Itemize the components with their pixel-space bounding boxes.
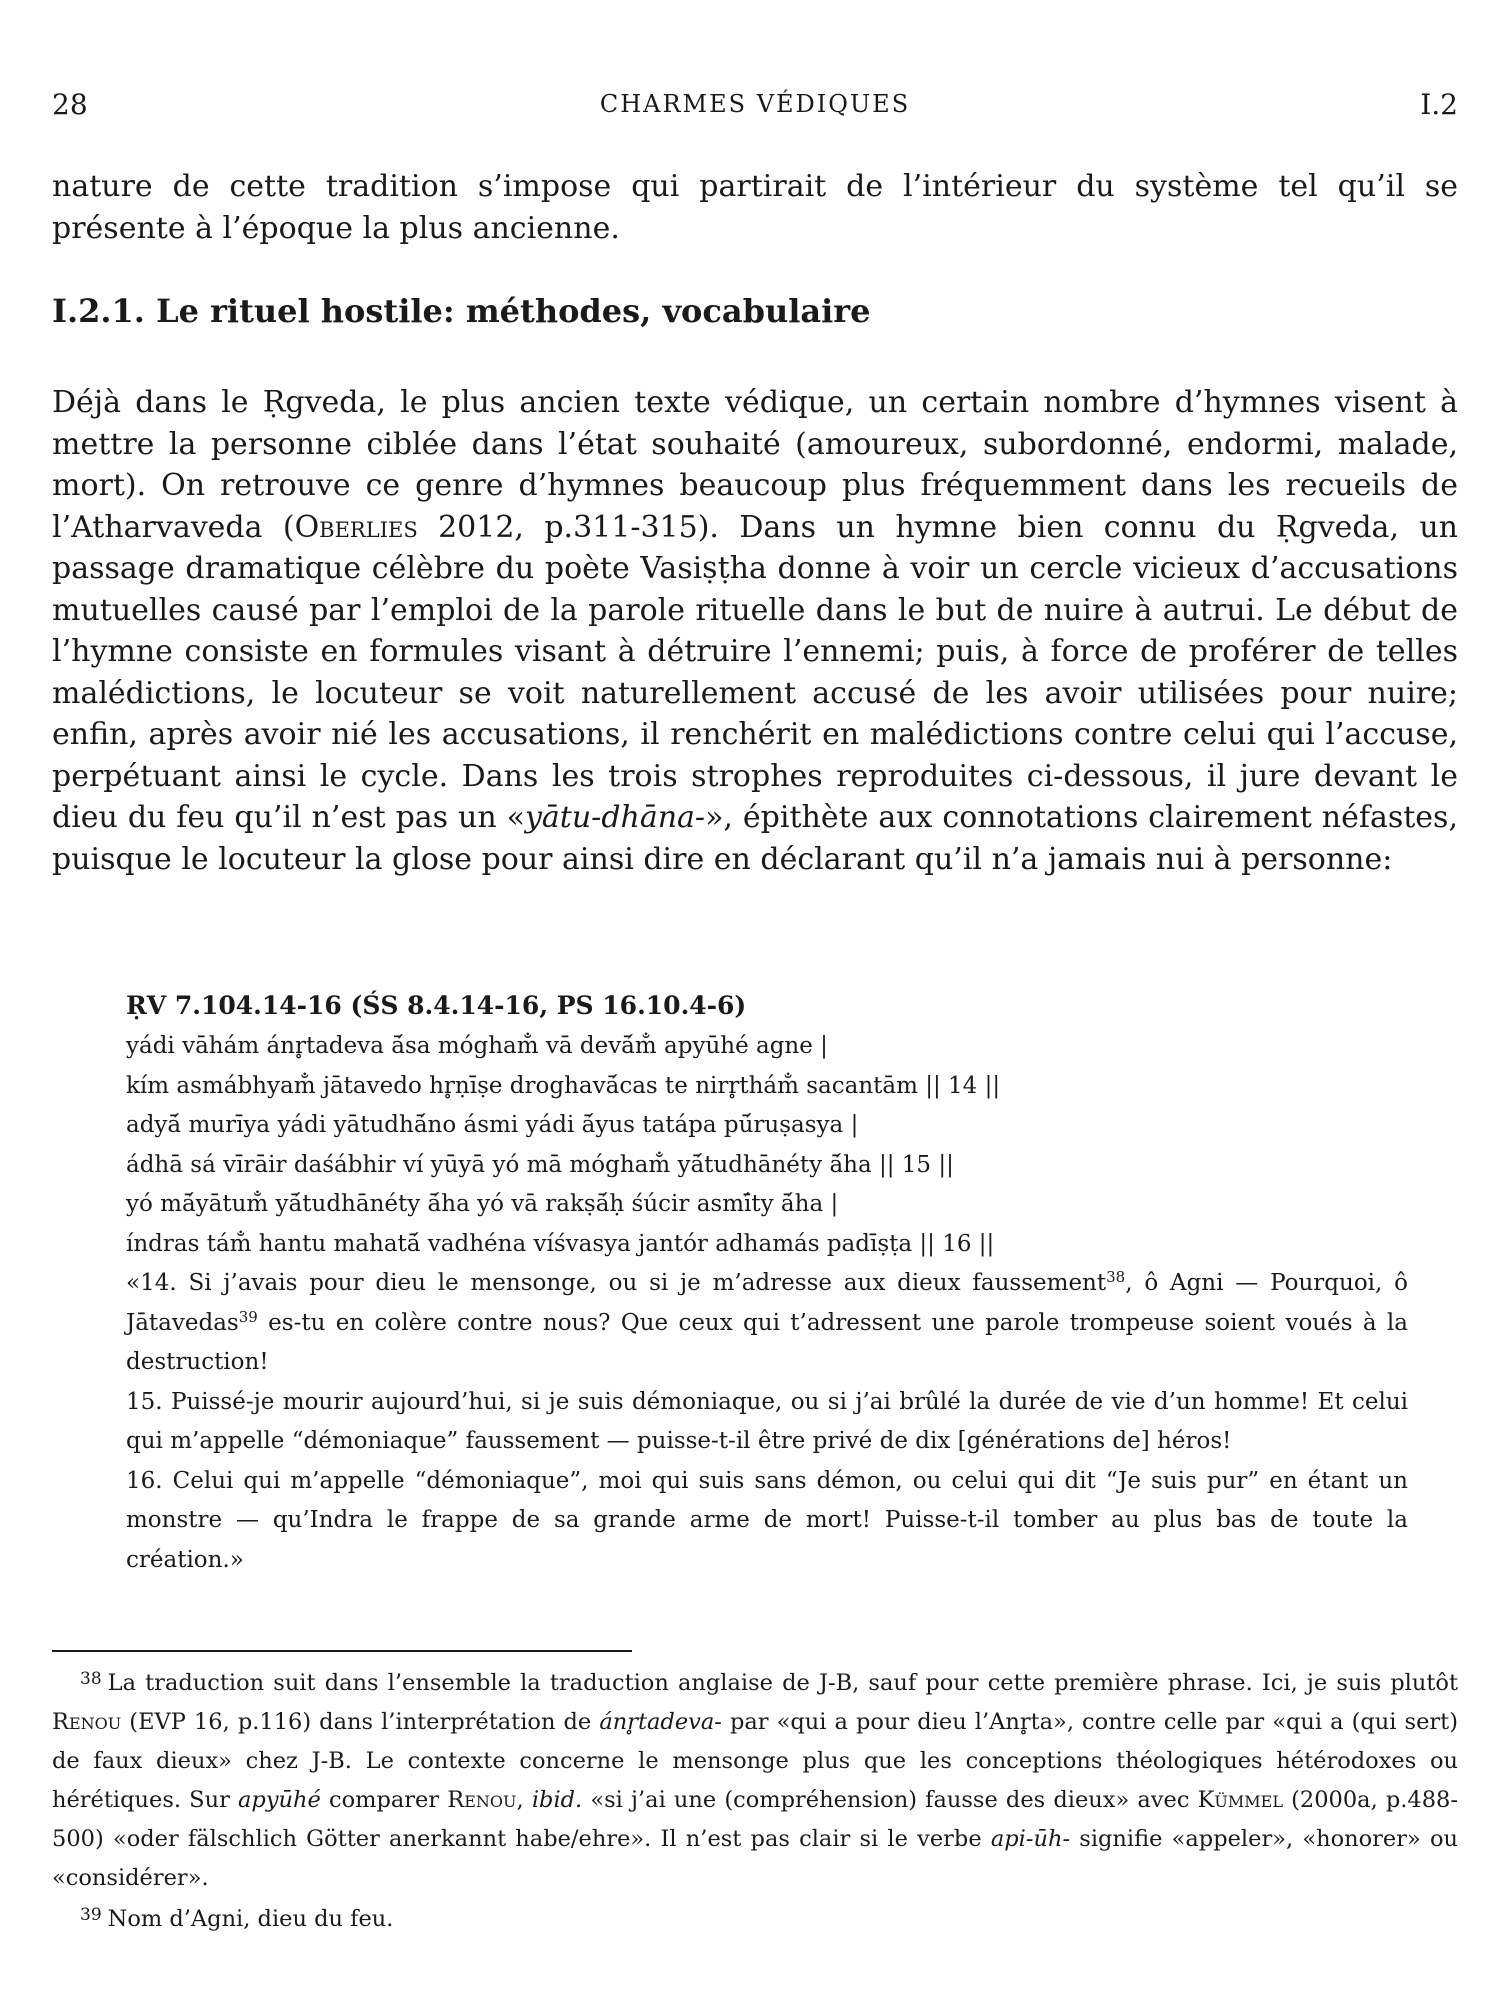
term-yatudhana: yātu-dhāna- xyxy=(524,800,706,835)
footnote-ref-39[interactable]: 39 xyxy=(238,1307,258,1326)
term-anrtadeva: ánr̥tadeva- xyxy=(599,1709,722,1735)
author-oberlies: Oberlies xyxy=(294,509,418,545)
main-paragraph-text-3: », épithète aux connotations clairement néfastes, puisque le locuteur la glose pour ainsi dire en déclarant qu’il n’a jamais nui à personne: xyxy=(52,800,1458,877)
verse-line: yó mā́yātum̐ yā́tudhānéty ā́ha yó vā rakṣā́ḥ śúcir asmī́ty ā́ha | xyxy=(126,1191,839,1217)
author-renou: Renou xyxy=(52,1709,122,1735)
running-header xyxy=(52,88,1458,128)
footnote-text: (EVP 16, p.116) dans l’interprétation de xyxy=(121,1709,600,1735)
footnote-ref-38[interactable]: 38 xyxy=(1106,1268,1126,1286)
footnote-text: , xyxy=(516,1787,532,1813)
footnote-number: 38 xyxy=(80,1669,102,1689)
author-renou: Renou xyxy=(447,1787,517,1813)
ibid: ibid. xyxy=(531,1787,583,1813)
main-paragraph-text-2: 2012, p.311-315). Dans un hymne bien connu du Ṛgveda, un passage dramatique célèbre du poète Vasiṣṭha donne à voir un cercle vicieux d’accusations mutuelles causé par l’emploi de la parole rituelle dans le but de nuire à autrui. Le début de l’hymne consiste en formules visant à détruire l’ennemi; puis, à force de proférer de telles malédictions, le locuteur se voit naturellement accusé de les avoir utilisées pour nuire; enfin, après avoir nié les accusations, il renchérit en malédictions contre celui qui l’accuse, perpétuant ainsi le cycle. Dans les trois strophes reproduites ci-dessous, il jure devant le dieu du feu qu’il n’est pas un « xyxy=(52,509,1458,835)
verse-reference: ṚV 7.104.14-16 (ŚS 8.4.14-16, PS 16.10.4-6) xyxy=(126,991,747,1020)
footnote-text: signifie «appeler», «honorer» ou «considérer». xyxy=(52,1826,1458,1891)
section-heading: I.2.1. Le rituel hostile: méthodes, vocabulaire xyxy=(52,292,871,330)
main-paragraph-text-1: Déjà dans le Ṛgveda, le plus ancien texte védique, un certain nombre d’hymnes visent à mettre la personne ciblée dans l’état souhaité (amoureux, subordonné, endormi, malade, mort). On retrouve ce genre d’hymnes beaucoup plus fréquemment dans les recueils de l’Atharvaveda ( xyxy=(52,385,1458,545)
page-number: 28 xyxy=(52,88,88,121)
footnote-text: comparer xyxy=(320,1787,448,1813)
verse-line: ádhā sá vīrāir daśábhir ví yūyā yó mā mógham̐ yā́tudhānéty ā́ha || 15 || xyxy=(126,1151,954,1178)
verse-block xyxy=(126,985,1408,1580)
footnote-number: 39 xyxy=(80,1905,102,1925)
verse-line: adyā́ murīya yádi yātudhā́no ásmi yádi ā́yus tatápa pū́ruṣasya | xyxy=(126,1112,859,1138)
translation-16: 16. Celui qui m’appelle “démoniaque”, moi qui suis sans démon, ou celui qui dit “Je suis pur” en étant un monstre — qu’Indra le frappe de sa grande arme de mort! Puisse-t-il tomber au plus bas de toute la création.» xyxy=(126,1467,1408,1573)
intro-paragraph: nature de cette tradition s’impose qui partirait de l’intérieur du système tel qu’il se présente à l’époque la plus ancienne. xyxy=(52,169,1458,246)
footnotes xyxy=(52,1664,1458,1939)
verse-line: índras tám̐ hantu mahatā́ vadhéna víśvasya jantór adhamás padīṣṭa || 16 || xyxy=(126,1230,995,1257)
term-apyuhe: apyūhé xyxy=(238,1787,321,1813)
footnote-text: (2000a, p.488-500) «oder fälschlich Götter anerkannt habe/ehre». Il n’est pas clair si le verbe xyxy=(52,1787,1458,1852)
footnote-divider xyxy=(52,1650,632,1652)
translation-14-part: «14. Si j’avais pour dieu le mensonge, ou si je m’adresse aux dieux faussement xyxy=(126,1270,1107,1296)
verse-line: yádi vāhám ánr̥tadeva ā́sa mógham̐ vā devā́m̐ apyūhé agne | xyxy=(126,1033,828,1059)
footnote-text: Nom d’Agni, dieu du feu. xyxy=(107,1906,394,1932)
footnote-39 xyxy=(52,1900,1458,1939)
footnote-text: par «qui a pour dieu l’Anr̥ta», contre celle par «qui a (qui sert) de faux dieux» chez J-B. Le contexte concerne le mensonge plus que les conceptions théologiques hétérodoxes ou hérétiques. Sur xyxy=(52,1709,1458,1813)
footnote-text: La traduction suit dans l’ensemble la traduction anglaise de J-B, sauf pour cette première phrase. Ici, je suis plutôt xyxy=(107,1670,1458,1696)
section-marker: I.2 xyxy=(1420,88,1458,121)
translation-14-part: es-tu en colère contre nous? Que ceux qui t’adressent une parole trompeuse soient voués à la destruction! xyxy=(126,1309,1408,1375)
footnote-text: «si j’ai une (compréhension) fausse des dieux» avec xyxy=(582,1787,1198,1813)
author-kummel: Kümmel xyxy=(1197,1787,1283,1813)
running-title: CHARMES VÉDIQUES xyxy=(599,90,911,118)
verse-line: kím asmábhyam̐ jātavedo hr̥ṇīṣe droghavā́cas te nirr̥thám̐ sacantām || 14 || xyxy=(126,1072,1001,1099)
footnote-38 xyxy=(52,1664,1458,1898)
translation-15: 15. Puissé-je mourir aujourd’hui, si je suis démoniaque, ou si j’ai brûlé la durée de vie d’un homme! Et celui qui m’appelle “démoniaque” faussement — puisse-t-il être privé de dix [générations de] héros! xyxy=(126,1388,1408,1454)
translation-14 xyxy=(126,1264,1408,1383)
term-api-uh: api-ūh- xyxy=(990,1826,1071,1852)
translation-14-part: , ô Agni — Pourquoi, ô Jātavedas xyxy=(126,1270,1408,1336)
main-paragraph xyxy=(52,382,1458,880)
